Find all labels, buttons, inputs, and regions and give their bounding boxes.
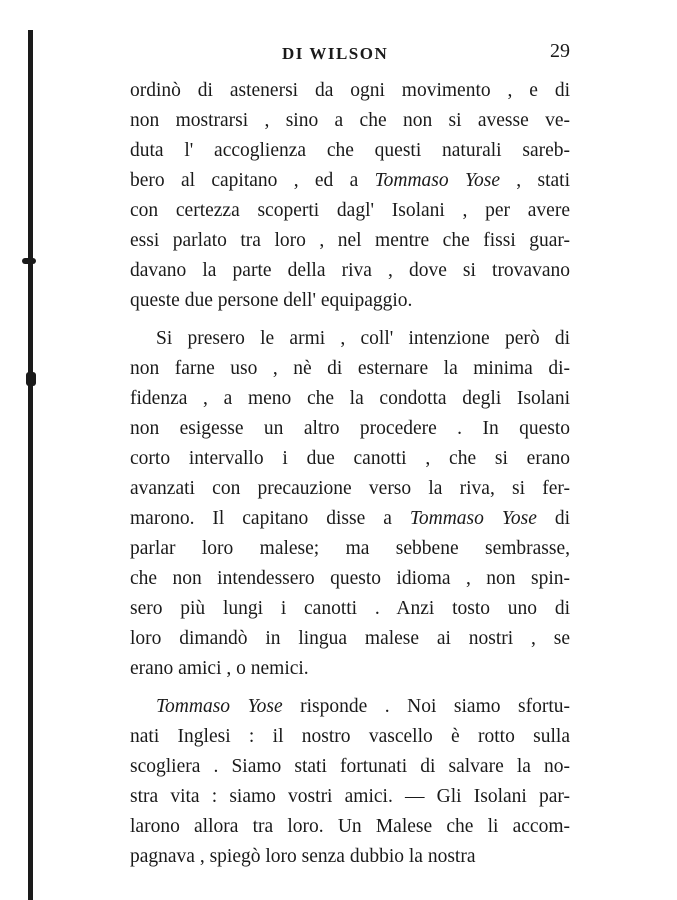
text-line: davano la parte della riva , dove si trovavano <box>130 260 570 281</box>
paragraph-gap <box>130 316 570 324</box>
italic-name: Tommaso Yose <box>409 508 537 529</box>
text-line: pagnava , spiegò loro senza dubbio la nostra <box>130 846 476 867</box>
text-line: non esigesse un altro procedere . In questo <box>130 418 570 439</box>
page-header <box>130 40 570 70</box>
paragraph-gap <box>130 684 570 692</box>
binding-mark <box>26 372 36 386</box>
text-line: marono. Il capitano disse a Tommaso Yose di <box>130 508 571 529</box>
text-line: loro dimandò in lingua malese ai nostri , se <box>130 628 570 649</box>
text-line: corto intervallo i due canotti , che si erano <box>130 448 570 469</box>
text-line: ordinò di astenersi da ogni movimento , e di <box>130 80 570 101</box>
text-line: Tommaso Yose risponde . Noi siamo sfortu- <box>156 696 570 717</box>
text-line: sero più lungi i canotti . Anzi tosto uno di <box>130 598 570 619</box>
text-line: stra vita : siamo vostri amici. — Gli Isolani par- <box>130 786 570 807</box>
text-line: duta l' accoglienza che questi naturali sareb- <box>130 140 570 161</box>
italic-name: Tommaso Yose <box>374 170 500 191</box>
text-line: Si presero le armi , coll' intenzione però di <box>156 328 570 349</box>
text-line: essi parlato tra loro , nel mentre che fissi guar- <box>130 230 570 251</box>
text-line: non mostrarsi , sino a che non si avesse ve- <box>130 110 570 131</box>
text-line: parlar loro malese; ma sebbene sembrasse, <box>130 538 570 559</box>
text-line: scogliera . Siamo stati fortunati di salvare la no- <box>130 756 570 777</box>
text-line: che non intendessero questo idioma , non spin- <box>130 568 570 589</box>
text-line: avanzati con precauzione verso la riva, si fer- <box>130 478 570 499</box>
body-text <box>130 76 570 872</box>
text-line: larono allora tra loro. Un Malese che li accom- <box>130 816 570 837</box>
running-head: DI WILSON <box>282 44 389 63</box>
text-line: queste due persone dell' equipaggio. <box>130 290 413 311</box>
text-line: nati Inglesi : il nostro vascello è rotto sulla <box>130 726 570 747</box>
binding-edge <box>28 30 33 900</box>
page-number: 29 <box>550 40 570 62</box>
text-line: non farne uso , nè di esternare la minima di- <box>130 358 570 379</box>
binding-mark <box>22 258 36 264</box>
text-line: con certezza scoperti dagl' Isolani , per avere <box>130 200 570 221</box>
text-line: bero al capitano , ed a Tommaso Yose , stati <box>130 170 570 191</box>
text-line: erano amici , o nemici. <box>130 658 309 679</box>
text-line: fidenza , a meno che la condotta degli Isolani <box>130 388 570 409</box>
italic-name: Tommaso Yose <box>156 696 283 717</box>
